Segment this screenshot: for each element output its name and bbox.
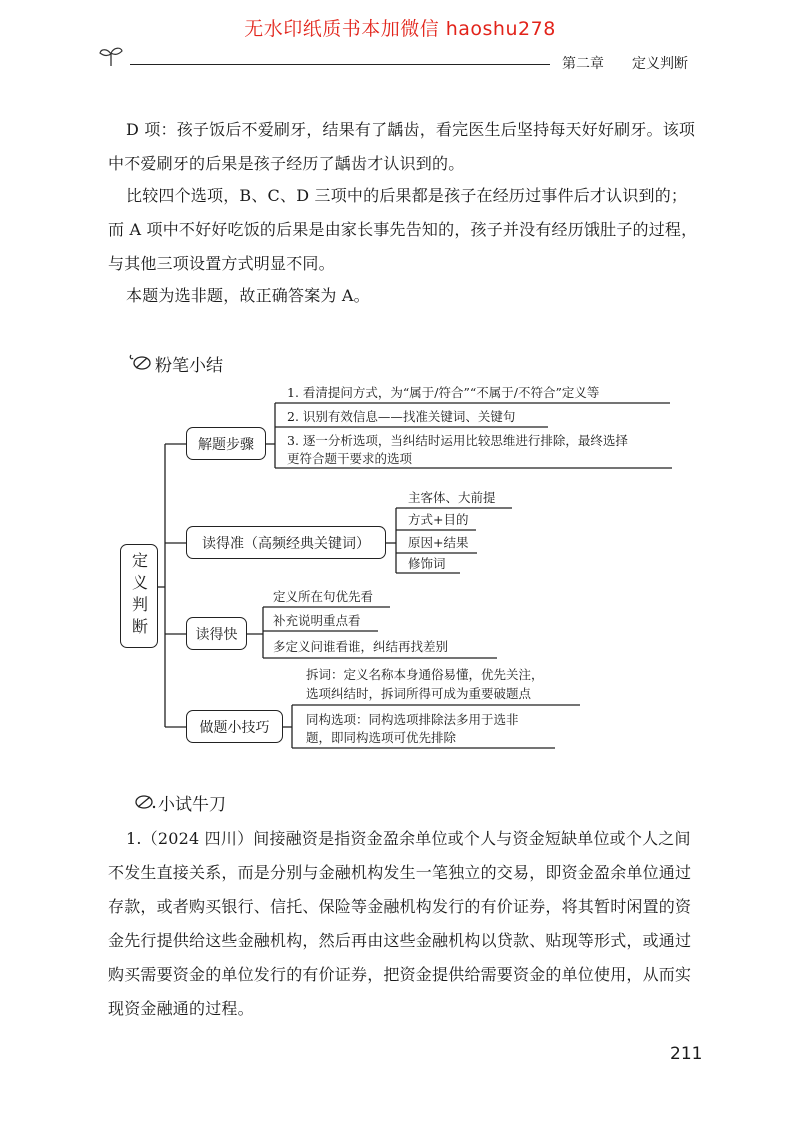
- leaf-keyword-method: 方式+目的: [408, 512, 469, 527]
- leaf-tip-2-cont: 题，即同构选项可优先排除: [306, 730, 457, 745]
- practice-pencil-icon: [134, 794, 156, 810]
- root-label: 定义判断: [129, 552, 149, 640]
- leaf-keyword-subject: 主客体、大前提: [408, 490, 496, 505]
- leaf-tip-1: 拆词：定义名称本身通俗易懂，优先关注，: [306, 667, 544, 682]
- branch-tips: 做题小技巧: [186, 710, 283, 743]
- chapter-label: 第二章: [562, 56, 604, 72]
- leaf-fast-1: 定义所在句优先看: [273, 589, 374, 604]
- leaf-keyword-modifier: 修饰词: [408, 556, 446, 571]
- leaf-step-1: 1. 看清提问方式，为“属于/符合”“不属于/不符合”定义等: [287, 385, 600, 400]
- paragraph-compare: 比较四个选项，B、C、D 三项中的后果都是孩子在经历过事件后才认识到的；而 A 项中不好好吃饭的后果是由家长事先告知的，孩子并没有经历饿肚子的过程，与其他三项设置方式明显不同。: [108, 186, 698, 273]
- leaf-keyword-cause: 原因+结果: [408, 535, 469, 550]
- leaf-step-3-cont: 更符合题干要求的选项: [287, 451, 413, 466]
- leaf-step-2: 2. 识别有效信息——找准关键词、关键句: [287, 409, 516, 424]
- leaf-tip-1-cont: 选项纠结时，拆词所得可成为重要破题点: [306, 686, 532, 701]
- page-number: 211: [670, 1044, 703, 1064]
- watermark-text: 无水印纸质书本加微信 haoshu278: [244, 18, 556, 40]
- branch-read-accurately: 读得准（高频经典关键词）: [186, 526, 386, 559]
- leaf-fast-2: 补充说明重点看: [273, 613, 361, 628]
- branch-solve-steps: 解题步骤: [186, 427, 266, 460]
- leaf-tip-2: 同构选项：同构选项排除法多用于选非: [306, 712, 519, 727]
- branch-read-fast: 读得快: [186, 617, 247, 650]
- summary-title: 粉笔小结: [155, 356, 223, 376]
- leaf-step-3: 3. 逐一分析选项，当纠结时运用比较思维进行排除，最终选择: [287, 433, 628, 448]
- paragraph-d-option: D 项：孩子饭后不爱刷牙，结果有了龋齿，看完医生后坚持每天好好刷牙。该项中不爱刷牙的后果是孩子经历了龋齿才认识到的。: [108, 120, 696, 173]
- practice-title: 小试牛刀: [158, 795, 226, 815]
- leaf-fast-3: 多定义问谁看谁，纠结再找差别: [273, 639, 449, 654]
- paragraph-answer: 本题为选非题，故正确答案为 A。: [126, 286, 370, 305]
- chapter-title: 定义判断: [632, 56, 688, 72]
- mindmap-root: [120, 544, 158, 648]
- practice-question: 1.（2024 四川）间接融资是指资金盈余单位或个人与资金短缺单位或个人之间不发生直接关系，而是分别与金融机构发生一笔独立的交易，即资金盈余单位通过存款，或者购买银行、信托、保险等金融机构发行的有价证券，将其暂时闲置的资金先行提供给这些金融机构，然后再由这些金融机构以贷款、贴现等形式，或通过购买需要资金的单位发行的有价证券，把资金提供给需要资金的单位使用，从而实现资金融通的过程。: [108, 829, 692, 1018]
